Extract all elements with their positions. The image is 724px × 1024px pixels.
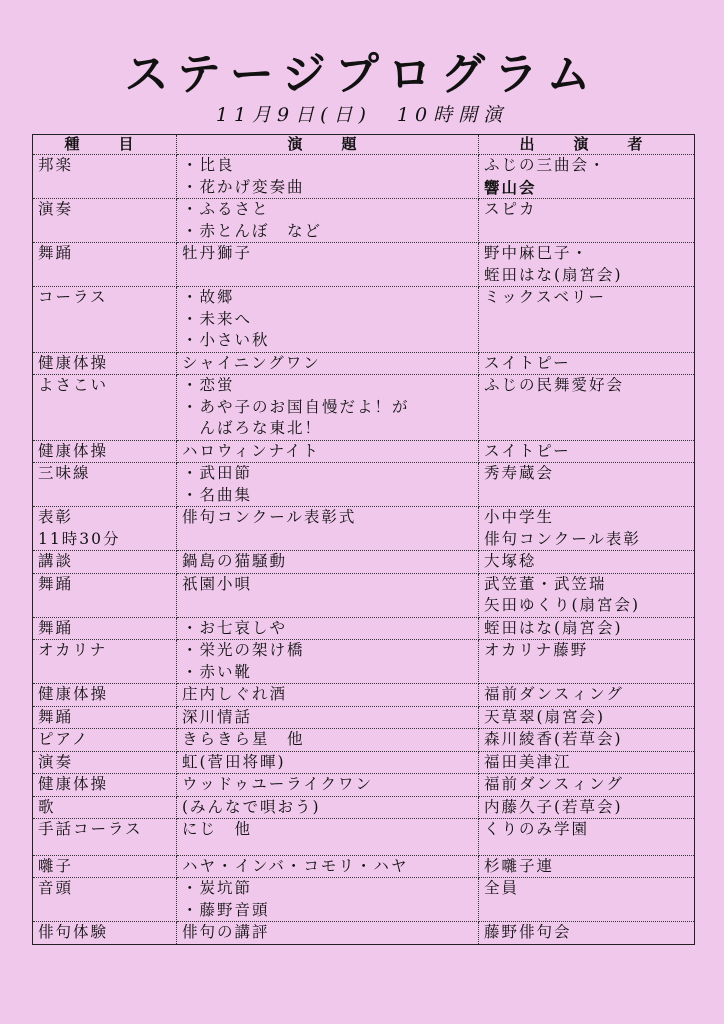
row-title-line: 鍋島の猫騒動	[182, 552, 288, 570]
row-category-line: よさこい	[38, 376, 109, 394]
table-row	[33, 706, 695, 729]
event-date-time: 11月9日(日) 10時開演	[215, 104, 509, 126]
row-category	[33, 855, 177, 878]
row-category	[33, 684, 177, 707]
row-category-line: オカリナ	[38, 641, 108, 659]
row-title-line: ウッドゥユーライクワン	[182, 775, 374, 793]
row-title-line: ・炭坑節	[182, 879, 253, 897]
row-category-line: 舞踊	[38, 244, 74, 262]
row-category	[33, 352, 177, 375]
row-performer-line: 俳句コンクール表彰	[484, 529, 641, 548]
row-performer-line: 森川綾香(若草会)	[484, 730, 623, 748]
table-row	[33, 774, 695, 797]
row-title	[177, 855, 479, 878]
row-category	[33, 199, 177, 243]
row-title	[177, 551, 479, 574]
row-category-line: 囃子	[38, 856, 74, 875]
row-performer	[479, 684, 695, 707]
row-performer	[479, 243, 695, 287]
row-title-line: ・比良	[182, 156, 235, 174]
row-title-line: ・花かげ変奏曲	[182, 177, 305, 196]
table-row	[33, 617, 695, 640]
row-category	[33, 774, 177, 797]
row-performer-line: スピカ	[484, 200, 537, 218]
table-row	[33, 878, 695, 922]
row-title-line: 虹(菅田将暉)	[182, 752, 286, 771]
row-category	[33, 922, 177, 945]
row-performer-line: 藤野俳句会	[484, 923, 572, 941]
row-category-line: 三味線	[38, 464, 91, 482]
row-title-line: ・お七哀しや	[182, 618, 288, 637]
row-performer	[479, 796, 695, 819]
row-title-line: ・小さい秋	[182, 331, 270, 349]
row-performer	[479, 819, 695, 856]
table-row	[33, 796, 695, 819]
row-title	[177, 640, 479, 684]
row-category-line: 講談	[38, 552, 74, 570]
row-title-line: ・藤野音頭	[182, 900, 270, 919]
row-category	[33, 155, 177, 199]
row-title-line: 深川情話	[182, 707, 253, 726]
program-rows	[33, 155, 695, 945]
row-title-line: ・赤い靴	[182, 662, 253, 681]
header-category: 種 目	[33, 135, 177, 155]
row-performer-line: スイトピー	[484, 353, 571, 372]
row-title-line: シャイニングワン	[182, 353, 321, 372]
row-title	[177, 352, 479, 375]
row-title	[177, 155, 479, 199]
table-row	[33, 287, 695, 353]
row-title	[177, 751, 479, 774]
row-title	[177, 819, 479, 856]
row-performer-line: 天草翠(扇宮会)	[484, 707, 606, 726]
row-performer-line: 全員	[484, 879, 520, 897]
table-row	[33, 155, 695, 199]
row-category-line: 歌	[38, 797, 56, 816]
row-performer	[479, 463, 695, 507]
row-title	[177, 463, 479, 507]
row-category	[33, 573, 177, 617]
row-performer-line: 福田美津江	[484, 752, 572, 771]
row-category-line: 演奏	[38, 200, 74, 218]
row-category-line: 表彰	[38, 508, 74, 526]
table-row	[33, 640, 695, 684]
row-title-line: 俳句の講評	[182, 923, 270, 941]
row-performer	[479, 155, 695, 199]
row-performer	[479, 507, 695, 551]
row-title-line: にじ 他	[182, 820, 253, 838]
row-title	[177, 375, 479, 441]
row-title	[177, 507, 479, 551]
row-performer-line: 蛭田はな(扇宮会)	[484, 618, 623, 637]
row-category	[33, 463, 177, 507]
row-category	[33, 507, 177, 551]
program-table	[32, 134, 695, 945]
row-category-line: 健康体操	[38, 441, 109, 460]
row-category	[33, 796, 177, 819]
row-performer	[479, 352, 695, 375]
row-performer-line: 福前ダンスィング	[484, 685, 624, 703]
row-category-line: 健康体操	[38, 775, 109, 793]
row-category-line: コーラス	[38, 288, 108, 306]
row-performer-line: 矢田ゆくり(扇宮会)	[484, 596, 641, 614]
row-performer-line: 響山会	[484, 177, 537, 197]
row-category	[33, 440, 177, 463]
row-performer	[479, 375, 695, 441]
table-row	[33, 243, 695, 287]
table-row	[33, 729, 695, 752]
row-category-line: 11時30分	[38, 529, 121, 548]
row-category-line: 健康体操	[38, 685, 109, 703]
row-category-line: 俳句体験	[38, 923, 109, 941]
table-row	[33, 684, 695, 707]
table-row	[33, 440, 695, 463]
row-title-line: ハロウィンナイト	[182, 441, 320, 460]
row-performer	[479, 855, 695, 878]
row-performer	[479, 751, 695, 774]
row-performer-line: ふじの民舞愛好会	[484, 376, 625, 394]
row-performer	[479, 573, 695, 617]
row-title-line: 庄内しぐれ酒	[182, 685, 288, 703]
table-row	[33, 855, 695, 878]
table-row	[33, 507, 695, 551]
table-row	[33, 819, 695, 856]
row-title	[177, 199, 479, 243]
row-performer	[479, 617, 695, 640]
table-row	[33, 922, 695, 945]
table-row	[33, 199, 695, 243]
row-title	[177, 573, 479, 617]
row-performer-line: 武笠董・武笠瑞	[484, 574, 607, 593]
row-performer-line: オカリナ藤野	[484, 641, 589, 659]
row-category-line: 邦楽	[38, 156, 74, 174]
row-performer	[479, 287, 695, 353]
row-category	[33, 551, 177, 574]
row-performer	[479, 706, 695, 729]
row-performer	[479, 878, 695, 922]
row-category	[33, 375, 177, 441]
row-title-line: ・故郷	[182, 288, 235, 306]
row-title	[177, 878, 479, 922]
table-row	[33, 463, 695, 507]
row-category	[33, 617, 177, 640]
row-performer	[479, 640, 695, 684]
table-row	[33, 573, 695, 617]
row-category	[33, 819, 177, 856]
row-title	[177, 440, 479, 463]
row-title-line: ・未来へ	[182, 309, 253, 328]
row-performer-line: 大塚稔	[484, 552, 537, 570]
row-category-line: 舞踊	[38, 618, 74, 637]
row-performer	[479, 774, 695, 797]
row-title-line: ・赤とんぼ など	[182, 221, 323, 240]
row-category-line: 舞踊	[38, 574, 74, 593]
row-category-line: 手話コーラス	[38, 820, 143, 838]
table-row	[33, 375, 695, 441]
row-title	[177, 617, 479, 640]
row-title	[177, 706, 479, 729]
row-performer-line: スイトピー	[484, 441, 571, 460]
row-performer-line: 小中学生	[484, 508, 555, 526]
row-title	[177, 774, 479, 797]
row-title-line: きらきら星 他	[182, 730, 305, 748]
header-performer: 出 演 者	[479, 135, 695, 155]
row-category-line: ピアノ	[38, 730, 90, 748]
table-row	[33, 551, 695, 574]
row-performer-line: 福前ダンスィング	[484, 775, 624, 793]
row-category	[33, 640, 177, 684]
row-performer	[479, 922, 695, 945]
row-title-line: 祇園小唄	[182, 574, 253, 593]
row-title-line: ・あや子のお国自慢だよ！が	[182, 397, 410, 416]
table-header-row	[33, 135, 695, 155]
row-title	[177, 729, 479, 752]
row-performer-line: くりのみ学園	[484, 820, 590, 838]
row-title	[177, 287, 479, 353]
row-title-line: ハヤ・インバ・コモリ・ハヤ	[182, 856, 409, 875]
row-category	[33, 729, 177, 752]
row-category-line: 音頭	[38, 879, 74, 897]
row-category	[33, 878, 177, 922]
row-performer-line: ミックスベリー	[484, 288, 607, 306]
row-performer-line: 野中麻巳子・	[484, 244, 590, 262]
row-performer	[479, 199, 695, 243]
row-performer	[479, 551, 695, 574]
row-performer	[479, 440, 695, 463]
table-row	[33, 352, 695, 375]
row-title-line: ・ふるさと	[182, 200, 270, 218]
row-performer-line: 杉囃子連	[484, 856, 555, 875]
row-performer	[479, 729, 695, 752]
row-title-line: ・武田節	[182, 464, 253, 482]
row-category	[33, 287, 177, 353]
row-category	[33, 751, 177, 774]
row-title	[177, 684, 479, 707]
page-title: ステージプログラム	[124, 49, 600, 100]
row-title	[177, 243, 479, 287]
header-title: 演 題	[177, 135, 479, 155]
table-row	[33, 751, 695, 774]
row-title-line: んばろな東北！	[182, 419, 323, 437]
row-category-line: 舞踊	[38, 707, 74, 726]
row-title-line: (みんなで唄おう)	[182, 797, 321, 816]
row-performer-line: 秀寿蔵会	[484, 464, 555, 482]
row-title	[177, 922, 479, 945]
row-title-line: 俳句コンクール表彰式	[182, 508, 357, 526]
row-title-line: ・名曲集	[182, 485, 253, 504]
row-title-line: 牡丹獅子	[182, 244, 253, 262]
row-category	[33, 243, 177, 287]
row-performer-line: 内藤久子(若草会)	[484, 797, 623, 816]
row-title-line: ・恋蛍	[182, 376, 235, 394]
row-category-line: 演奏	[38, 752, 74, 771]
row-title-line: ・栄光の架け橋	[182, 641, 305, 659]
row-performer-line: 蛭田はな(扇宮会)	[484, 265, 623, 284]
row-category	[33, 706, 177, 729]
row-performer-line: ふじの三曲会・	[484, 156, 607, 174]
row-title	[177, 796, 479, 819]
row-category-line: 健康体操	[38, 353, 109, 372]
